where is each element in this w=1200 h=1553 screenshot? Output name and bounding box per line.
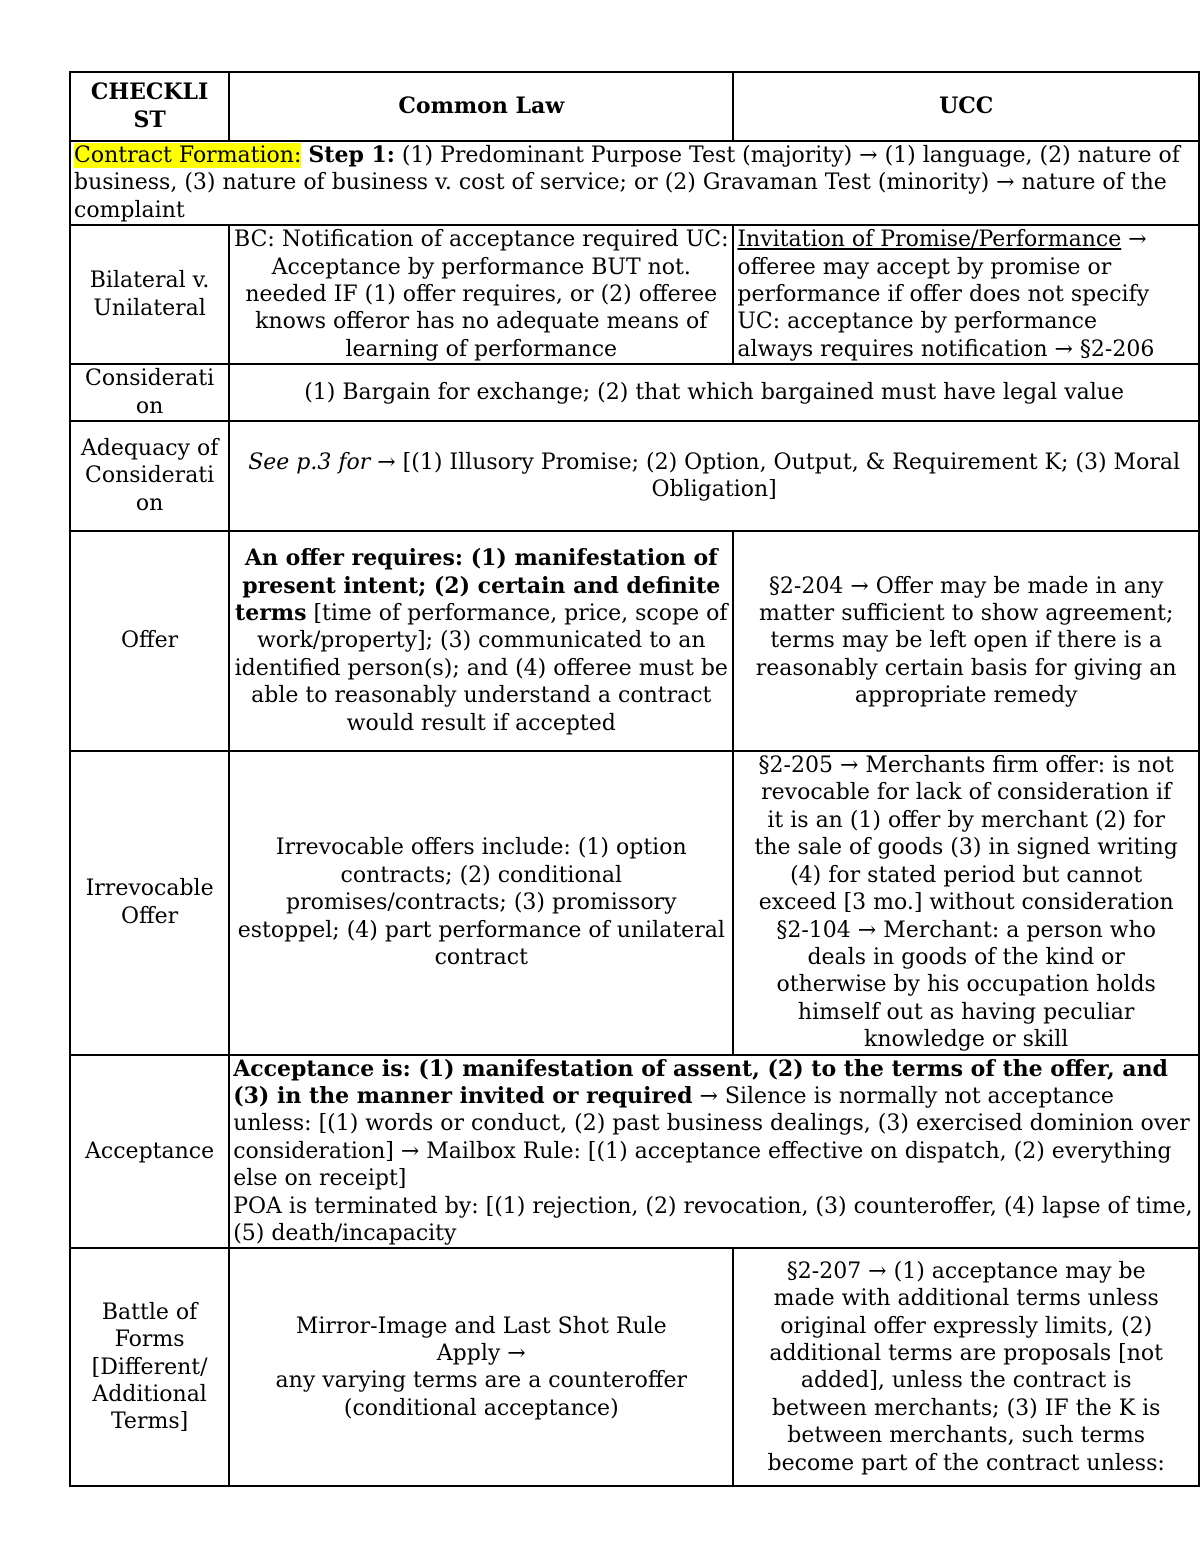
bilateral-ucc-underlined: Invitation of Promise/Performance xyxy=(737,227,1122,253)
formation-text: (1) Predominant Purpose Test (majority) → (1) language, (2) nature of business, (3) nature of business v. cost of service; or (2) Gravaman Test (minority) → nature of the complaint xyxy=(74,143,1180,223)
irrevocable-ucc-line: otherwise by his occupation holds xyxy=(776,972,1156,998)
offer-ucc xyxy=(733,531,1199,751)
bilateral-ucc-arrow: → xyxy=(1121,227,1147,253)
acceptance-bold: Acceptance is: (1) manifestation of assent, (2) to the terms of the offer, and (3) in the manner invited or required xyxy=(233,1055,1168,1109)
irrevocable-common-law: Irrevocable offers include: (1) option contracts; (2) conditional promises/contracts; (3) promissory estoppel; (4) part performance of unilateral contract xyxy=(229,751,733,1054)
bilateral-ucc-line: UC: acceptance by performance xyxy=(737,309,1097,335)
consideration-text: (1) Bargain for exchange; (2) that which bargained must have legal value xyxy=(229,364,1199,421)
offer-common-law-bold: An offer requires: (1) manifestation of present intent; (2) certain and definite terms xyxy=(235,545,721,626)
irrevocable-ucc-line: (4) for stated period but cannot xyxy=(790,862,1143,888)
formation-cell xyxy=(70,141,1199,225)
battle-label-line: Battle of xyxy=(101,1299,198,1325)
battle-common-law-line: Mirror-Image and Last Shot Rule xyxy=(295,1313,667,1339)
irrevocable-ucc-line: deals in goods of the kind or xyxy=(807,944,1125,970)
adequacy-label: Adequacy of Considerati on xyxy=(70,421,229,531)
irrevocable-label: Irrevocable Offer xyxy=(70,751,229,1054)
battle-ucc-line: original offer expressly limits, (2) xyxy=(780,1313,1153,1339)
battle-ucc-line: added], unless the contract is xyxy=(800,1368,1132,1394)
irrevocable-row xyxy=(70,751,1199,1054)
battle-label-line: Terms] xyxy=(110,1409,189,1435)
offer-common-law-rest: [time of performance, price, scope of work/property]; (3) communicated to an identified person(s); and (4) offeree must be able to reasonably understand a contract would result if accepted xyxy=(234,600,728,736)
battle-ucc-line: made with additional terms unless xyxy=(773,1286,1159,1312)
offer-ucc-line: appropriate remedy xyxy=(854,683,1078,709)
adequacy-italic: See p.3 for xyxy=(248,449,371,475)
battle-ucc-line: additional terms are proposals [not xyxy=(769,1340,1164,1366)
irrevocable-ucc-line: §2-104 → Merchant: a person who xyxy=(776,917,1156,943)
offer-ucc-line: §2-204 → Offer may be made in any xyxy=(768,573,1164,599)
battle-common-law-line: Apply → xyxy=(436,1340,526,1366)
battle-row xyxy=(70,1248,1199,1486)
irrevocable-ucc-line: revocable for lack of consideration if xyxy=(761,780,1172,806)
formation-row xyxy=(70,141,1199,225)
irrevocable-ucc-line: §2-205 → Merchants firm offer: is not xyxy=(758,753,1174,779)
consideration-row xyxy=(70,364,1199,421)
formation-step: Step 1: xyxy=(308,142,395,168)
offer-label: Offer xyxy=(70,531,229,751)
bilateral-ucc-line: performance if offer does not specify xyxy=(737,282,1150,308)
irrevocable-ucc-line: knowledge or skill xyxy=(864,1027,1069,1053)
adequacy-text: → [(1) Illusory Promise; (2) Option, Output, & Requirement K; (3) Moral Obligation] xyxy=(370,449,1180,503)
battle-label-line: [Different/ xyxy=(91,1354,208,1380)
offer-common-law xyxy=(229,531,733,751)
header-ucc: UCC xyxy=(733,72,1199,141)
battle-ucc-line: §2-207 → (1) acceptance may be xyxy=(786,1258,1146,1284)
offer-ucc-line: reasonably certain basis for giving an xyxy=(755,655,1177,681)
battle-ucc-line: between merchants, such terms xyxy=(787,1423,1146,1449)
checklist-table xyxy=(69,71,1200,1487)
irrevocable-ucc-line: exceed [3 mo.] without consideration xyxy=(758,890,1174,916)
consideration-label: Considerati on xyxy=(70,364,229,421)
irrevocable-ucc-line: himself out as having peculiar xyxy=(797,999,1135,1025)
battle-label-line: Additional xyxy=(92,1382,207,1408)
battle-common-law-line: any varying terms are a counteroffer xyxy=(275,1368,687,1394)
bilateral-common-law: BC: Notification of acceptance required UC: Acceptance by performance BUT not. needed IF (1) offer requires, or (2) offeree knows offeror has no adequate means of learning of performance xyxy=(229,225,733,364)
irrevocable-ucc xyxy=(733,751,1199,1054)
battle-common-law xyxy=(229,1248,733,1486)
battle-label-line: Forms xyxy=(114,1327,185,1353)
battle-label xyxy=(70,1248,229,1486)
bilateral-ucc xyxy=(733,225,1199,364)
header-checklist: CHECKLI ST xyxy=(70,72,229,141)
formation-highlight: Contract Formation: xyxy=(74,143,302,168)
header-row xyxy=(70,72,1199,141)
battle-ucc xyxy=(733,1248,1199,1486)
battle-common-law-line: (conditional acceptance) xyxy=(343,1395,619,1421)
irrevocable-ucc-line: it is an (1) offer by merchant (2) for xyxy=(767,807,1165,833)
acceptance-poa: POA is terminated by: [(1) rejection, (2) revocation, (3) counteroffer, (4) lapse of time, (5) death/incapacity xyxy=(233,1193,1193,1246)
bilateral-label: Bilateral v. Unilateral xyxy=(70,225,229,364)
battle-ucc-line: between merchants; (3) IF the K is xyxy=(771,1395,1161,1421)
irrevocable-ucc-line: the sale of goods (3) in signed writing xyxy=(754,835,1178,861)
acceptance-label: Acceptance xyxy=(70,1055,229,1249)
acceptance-row xyxy=(70,1055,1199,1249)
bilateral-row xyxy=(70,225,1199,364)
acceptance-cell xyxy=(229,1055,1199,1249)
battle-ucc-line: become part of the contract unless: xyxy=(767,1450,1165,1476)
offer-row xyxy=(70,531,1199,751)
bilateral-ucc-line: offeree may accept by promise or xyxy=(737,254,1112,280)
offer-ucc-line: terms may be left open if there is a xyxy=(770,628,1163,654)
acceptance-rest: → Silence is normally not acceptance unless: [(1) words or conduct, (2) past business dealings, (3) exercised dominion over consideration] → Mailbox Rule: [(1) acceptance effective on dispatch, (2) everything else on receipt] xyxy=(233,1083,1190,1192)
adequacy-cell xyxy=(229,421,1199,531)
adequacy-row xyxy=(70,421,1199,531)
offer-ucc-line: matter sufficient to show agreement; xyxy=(759,600,1174,626)
bilateral-ucc-line: always requires notification → §2-206 xyxy=(737,336,1155,362)
header-common-law: Common Law xyxy=(229,72,733,141)
